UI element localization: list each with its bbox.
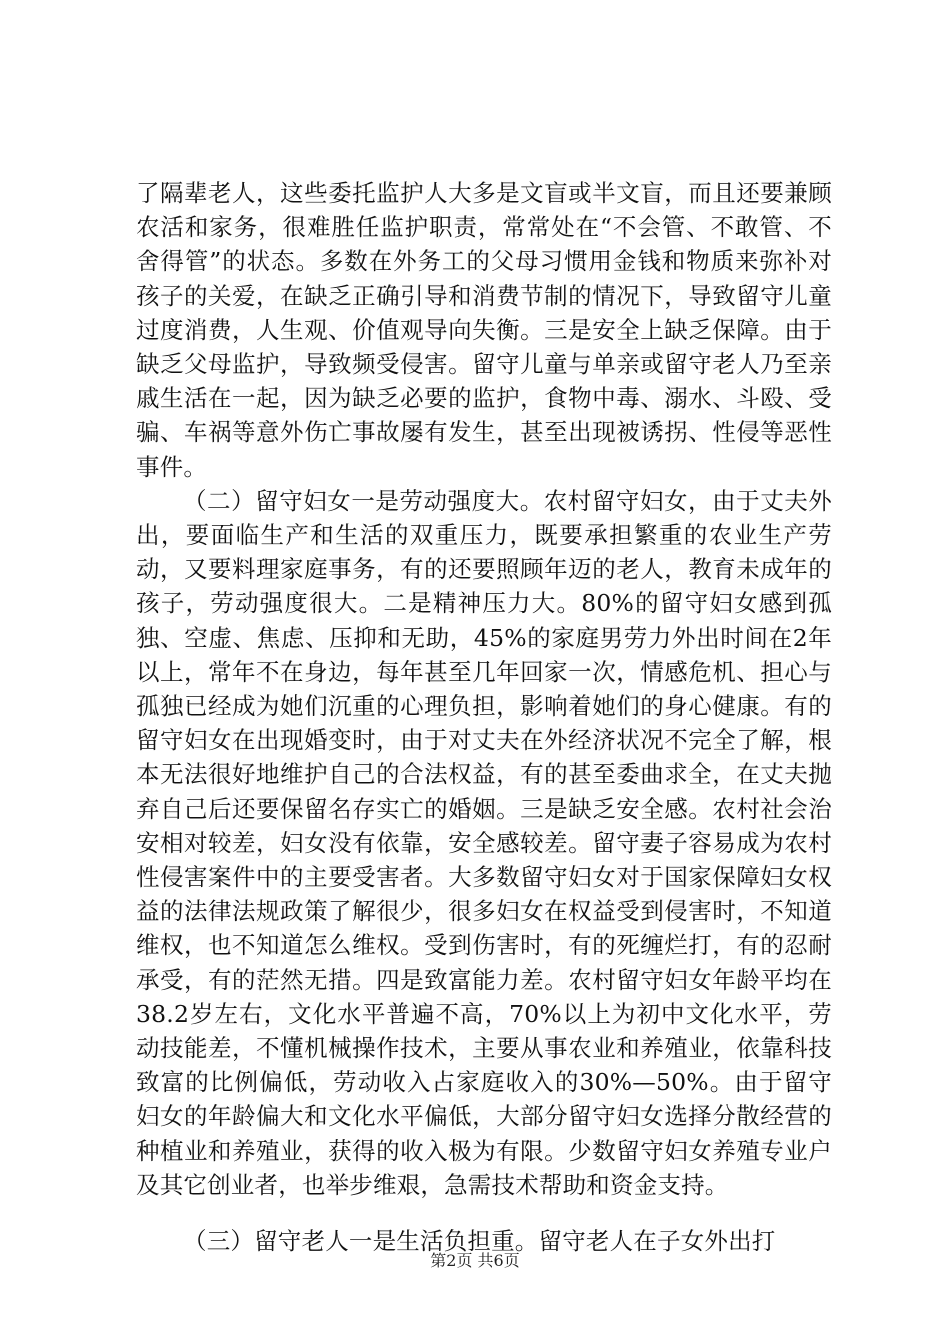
paragraph-left-behind-elderly: （三）留守老人一是生活负担重。留守老人在子女外出打 bbox=[183, 1227, 776, 1256]
document-body bbox=[136, 176, 832, 1258]
paragraph-left-behind-women: （二）留守妇女一是劳动强度大。农村留守妇女，由于丈夫外出，要面临生产和生活的双重压力，既要承担繁重的农业生产劳动，又要料理家庭事务，有的还要照顾年迈的老人，教育未成年的孩子，劳动强度很大。二是精神压力大。80%的留守妇女感到孤独、空虚、焦虑、压抑和无助，45%的家庭男劳力外出时间在2年以上，常年不在身边，每年甚至几年回家一次，情感危机、担心与孤独已经成为她们沉重的心理负担，影响着她们的身心健康。有的留守妇女在出现婚变时，由于对丈夫在外经济状况不完全了解，根本无法很好地维护自己的合法权益，有的甚至委曲求全，在丈夫抛弃自己后还要保留名存实亡的婚姻。三是缺乏安全感。农村社会治安相对较差，妇女没有依靠，安全感较差。留守妻子容易成为农村性侵害案件中的主要受害者。大多数留守妇女对于国家保障妇女权益的法律法规政策了解很少，很多妇女在权益受到侵害时，不知道维权，也不知道怎么维权。受到伤害时，有的死缠烂打，有的忍耐承受，有的茫然无措。四是致富能力差。农村留守妇女年龄平均在38.2岁左右，文化水平普遍不高，70%以上为初中文化水平，劳动技能差，不懂机械操作技术，主要从事农业和养殖业，依靠科技致富的比例偏低，劳动收入占家庭收入的30%—50%。由于留守妇女的年龄偏大和文化水平偏低，大部分留守妇女选择分散经营的种植业和养殖业，获得的收入极为有限。少数留守妇女养殖专业户及其它创业者，也举步维艰，急需技术帮助和资金支持。 bbox=[136, 486, 832, 1199]
paragraph-children-continued: 了隔辈老人，这些委托监护人大多是文盲或半文盲，而且还要兼顾农活和家务，很难胜任监护职责，常常处在“不会管、不敢管、不舍得管”的状态。多数在外务工的父母习惯用金钱和物质来弥补对孩子的关爱，在缺乏正确引导和消费节制的情况下，导致留守儿童过度消费，人生观、价值观导向失衡。三是安全上缺乏保障。由于缺乏父母监护，导致频受侵害。留守儿童与单亲或留守老人乃至亲戚生活在一起，因为缺乏必要的监护，食物中毒、溺水、斗殴、受骗、车祸等意外伤亡事故屡有发生，甚至出现被诱拐、性侵等恶性事件。 bbox=[136, 179, 832, 481]
page-footer: 第2页 共6页 bbox=[430, 1251, 520, 1270]
